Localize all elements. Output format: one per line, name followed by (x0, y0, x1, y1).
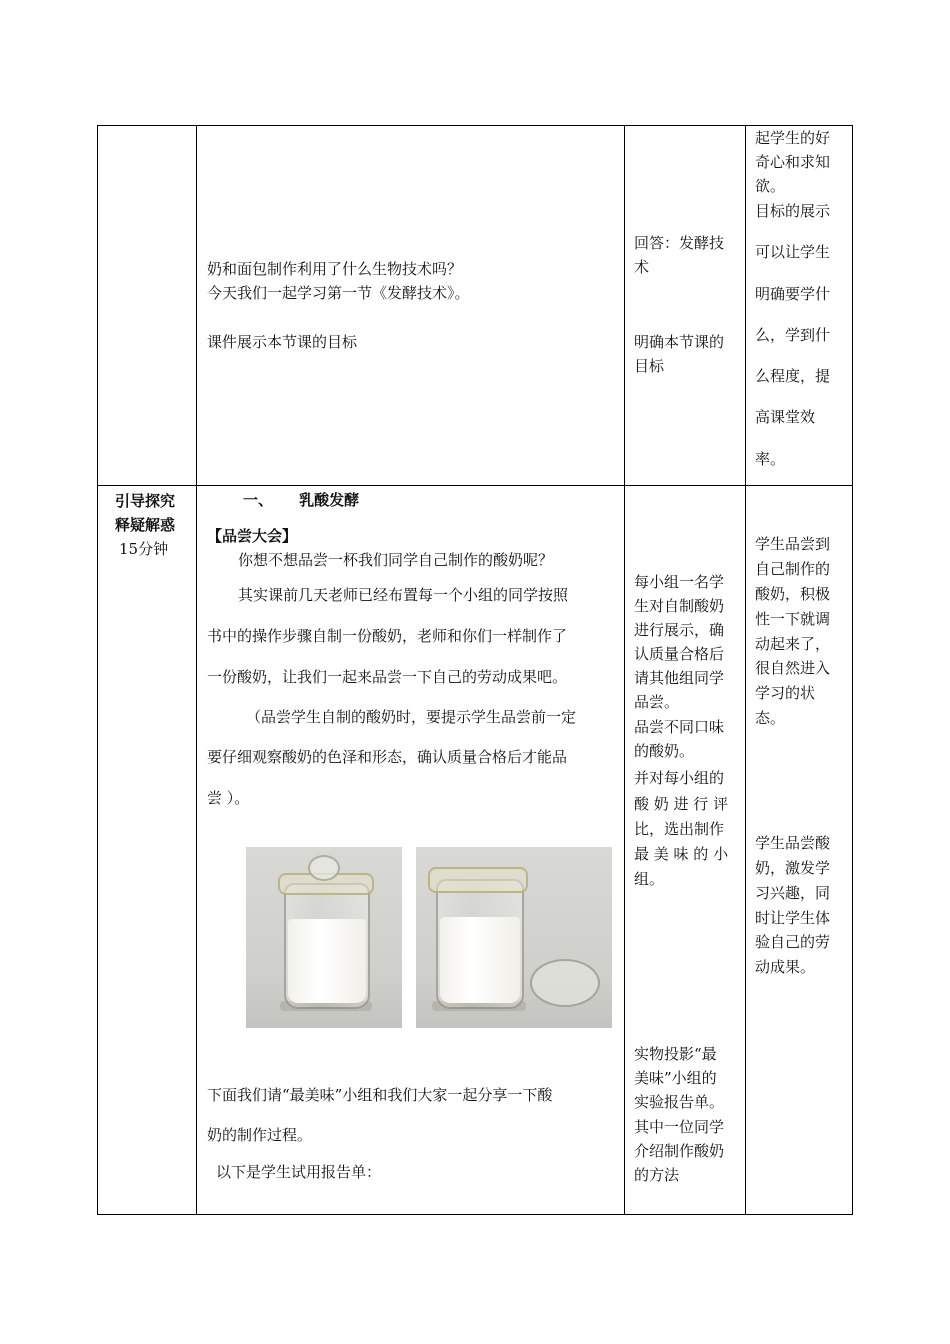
jar-rim-shape (428, 867, 528, 893)
main-student-text-8: 的酸奶。 (634, 742, 695, 760)
main-student-text-17: 其中一位同学 (634, 1118, 725, 1136)
top-row-intent-text-2: 奇心和求知 (755, 153, 831, 171)
jar-lid-knob-shape (308, 855, 340, 881)
table-col-divider-3 (745, 125, 746, 1215)
top-row-intent-text-5: 可以让学生 (755, 243, 831, 261)
top-row-intent-text-8: 么程度，提 (755, 367, 831, 385)
main-intent-text-11: 习兴趣，同 (755, 884, 831, 902)
stage-time: 15分钟 (119, 540, 169, 558)
main-intent-text-7: 学习的状 (755, 684, 816, 702)
main-intent-text-3: 酸奶，积极 (755, 585, 831, 603)
table-border-right (852, 125, 853, 1215)
main-intent-text-2: 自己制作的 (755, 560, 831, 578)
subheading: 【品尝大会】 (207, 527, 298, 545)
main-intent-text-4: 性一下就调 (755, 610, 831, 628)
top-row-intent-text-4: 目标的展示 (755, 202, 831, 220)
section-heading: 一、 乳酸发酵 (243, 491, 360, 509)
top-row-intent-text-3: 欲。 (755, 177, 786, 195)
top-row-intent-text-10: 率。 (755, 450, 786, 468)
main-student-text-14: 实物投影“最 (634, 1045, 717, 1063)
top-row-intent-text-6: 明确要学什 (755, 285, 831, 303)
yogurt-shape (440, 917, 520, 1003)
main-teacher-text-4: 一份酸奶，让我们一起来品尝一下自己的劳动成果吧。 (207, 668, 568, 686)
main-intent-text-10: 奶，激发学 (755, 859, 831, 877)
main-intent-text-9: 学生品尝酸 (755, 834, 831, 852)
main-student-text-3: 进行展示，确 (634, 621, 725, 639)
main-student-text-1: 每小组一名学 (634, 573, 725, 591)
main-teacher-text-10: 以下是学生试用报告单： (216, 1163, 382, 1181)
main-teacher-text-1: 你想不想品尝一杯我们同学自己制作的酸奶呢？ (238, 551, 554, 569)
main-student-text-18: 介绍制作酸奶 (634, 1142, 725, 1160)
main-intent-text-5: 动起来了， (755, 635, 831, 653)
main-student-text-4: 认质量合格后 (634, 645, 725, 663)
main-student-text-2: 生对自制酸奶 (634, 597, 725, 615)
top-row-student-text-2: 术 (634, 258, 650, 276)
main-intent-text-14: 动成果。 (755, 958, 816, 976)
main-student-text-5: 请其他组同学 (634, 669, 725, 687)
main-student-text-6: 品尝。 (634, 693, 680, 711)
main-teacher-text-2: 其实课前几天老师已经布置每一个小组的同学按照 (238, 586, 569, 604)
main-intent-text-12: 时让学生体 (755, 909, 831, 927)
table-border-left (97, 125, 98, 1215)
top-row-teacher-text-2: 今天我们一起学习第一节《发酵技术》。 (207, 284, 470, 302)
main-intent-text-1: 学生品尝到 (755, 535, 831, 553)
yogurt-jar-photo-lidded (246, 847, 402, 1028)
top-row-teacher-text-1: 奶和面包制作利用了什么生物技术吗？ (207, 260, 463, 278)
main-student-text-13: 组。 (634, 870, 665, 888)
main-student-text-19: 的方法 (634, 1166, 680, 1184)
main-teacher-text-5: （品尝学生自制的酸奶时，要提示学生品尝前一定 (246, 708, 577, 726)
main-intent-text-8: 态。 (755, 709, 786, 727)
table-col-divider-2 (624, 125, 625, 1215)
main-student-text-10: 酸 奶 进 行 评 (634, 795, 729, 813)
main-student-text-11: 比，选出制作 (634, 820, 725, 838)
yogurt-shape (288, 919, 366, 1003)
top-row-teacher-text-3: 课件展示本节课的目标 (207, 333, 358, 351)
main-intent-text-6: 很自然进入 (755, 659, 831, 677)
main-teacher-text-8: 下面我们请“最美味”小组和我们大家一起分享一下酸 (207, 1086, 553, 1104)
main-teacher-text-9: 奶的制作过程。 (207, 1126, 313, 1144)
jar-lid-shape (530, 959, 600, 1007)
top-row-student-text-3: 明确本节课的 (634, 333, 725, 351)
main-teacher-text-7: 尝 ）。 (207, 789, 250, 807)
main-student-text-7: 品尝不同口味 (634, 718, 725, 736)
main-student-text-15: 美味”小组的 (634, 1069, 717, 1087)
table-border-top (97, 125, 853, 126)
main-intent-text-13: 验自己的劳 (755, 933, 831, 951)
table-row-divider (97, 485, 853, 486)
main-teacher-text-6: 要仔细观察酸奶的色泽和形态，确认质量合格后才能品 (207, 748, 568, 766)
yogurt-jar-photo-open (416, 847, 612, 1028)
stage-title-line-1: 引导探究 (115, 492, 176, 510)
table-border-bottom (97, 1214, 853, 1215)
top-row-student-text-1: 回答：发酵技 (634, 234, 725, 252)
top-row-intent-text-1: 起学生的好 (755, 129, 831, 147)
top-row-student-text-4: 目标 (634, 357, 665, 375)
main-teacher-text-3: 书中的操作步骤自制一份酸奶，老师和你们一样制作了 (207, 627, 568, 645)
table-col-divider-1 (196, 125, 197, 1215)
main-student-text-9: 并对每小组的 (634, 769, 725, 787)
stage-title-line-2: 释疑解惑 (115, 516, 176, 534)
top-row-intent-text-7: 么，学到什 (755, 326, 831, 344)
main-student-text-16: 实验报告单。 (634, 1093, 725, 1111)
top-row-intent-text-9: 高课堂效 (755, 408, 816, 426)
main-student-text-12: 最 美 味 的 小 (634, 845, 729, 863)
